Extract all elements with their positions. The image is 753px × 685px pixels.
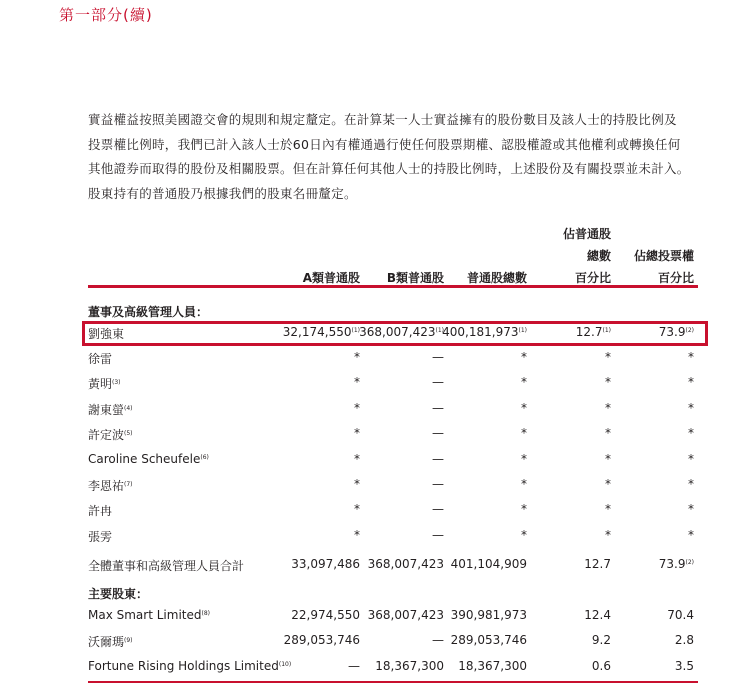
row-name-text: 謝東螢: [88, 403, 125, 417]
class-a-cell: [354, 528, 360, 542]
table-row: [88, 452, 698, 477]
total-cell: [521, 375, 527, 389]
class-a-cell: [354, 477, 360, 491]
total-cell-value: *: [521, 350, 527, 364]
class-b-cell: [368, 557, 444, 571]
total-cell: [521, 477, 527, 491]
pct-vote-cell-value: 73.9: [658, 557, 686, 571]
header-pct-total-line3: 百分比: [574, 271, 611, 285]
class-a-cell-value: *: [354, 375, 360, 389]
class-b-cell-value: 368,007,423: [367, 608, 444, 622]
pct-vote-cell: [688, 375, 694, 389]
row-name: [88, 452, 209, 466]
class-a-cell-value: 32,174,550: [282, 325, 352, 339]
class-a-cell: [354, 426, 360, 440]
total-cell: [521, 426, 527, 440]
header-class-b: B類普通股: [386, 271, 444, 285]
pct-total-cell-value: 12.7: [584, 557, 611, 571]
footnote-ref: (4): [124, 405, 133, 412]
total-cell-value: *: [521, 375, 527, 389]
class-a-cell: [354, 452, 360, 466]
pct-vote-cell-value: *: [688, 528, 694, 542]
pct-total-cell-value: *: [605, 426, 611, 440]
total-cell: [521, 401, 527, 415]
class-b-cell-value: —: [432, 401, 444, 415]
total-cell-value: *: [521, 452, 527, 466]
class-b-cell: [432, 502, 444, 516]
class-a-cell: [354, 502, 360, 516]
intro-paragraph: [88, 108, 708, 206]
pct-total-cell: [605, 350, 611, 364]
class-a-cell-value: *: [354, 401, 360, 415]
class-b-cell-value: —: [432, 452, 444, 466]
class-a-cell-value: *: [354, 350, 360, 364]
row-name-text: 許冉: [88, 504, 113, 518]
pct-total-cell: [584, 608, 611, 622]
row-name-text: 黃明: [88, 377, 113, 391]
row-name-text: Max Smart Limited: [88, 608, 202, 622]
pct-vote-cell-value: *: [688, 502, 694, 516]
row-name: [88, 502, 112, 519]
table-row: [88, 375, 698, 400]
intro-line: 投票權比例時，我們已計入該人士於60日內有權通過行使任何股票期權、認股權證或其他權利或轉換任何: [88, 136, 681, 152]
pct-total-cell-value: *: [605, 401, 611, 415]
row-name: [88, 659, 291, 673]
class-b-cell: [375, 659, 444, 673]
pct-vote-cell: [675, 633, 694, 647]
footnote-ref: (8): [201, 610, 210, 617]
row-name: [88, 350, 112, 367]
intro-line: 其他證券而取得的股份及相關股票。但在計算任何其他人士的持股比例時，上述股份及有關投票並未計入。: [88, 161, 690, 176]
footnote-ref: (9): [124, 637, 133, 644]
class-a-cell-value: 22,974,550: [291, 608, 360, 622]
footnote-ref: (5): [124, 430, 133, 437]
class-a-cell-value: *: [354, 502, 360, 516]
pct-total-cell: [605, 401, 611, 415]
class-a-cell-value: *: [354, 477, 360, 491]
pct-vote-cell-value: *: [688, 375, 694, 389]
table-row: [88, 350, 698, 375]
section-title-directors: 董事及高級管理人員：: [88, 305, 209, 319]
pct-vote-cell: [688, 528, 694, 542]
row-name: [88, 401, 133, 418]
total-cell-value: 390,981,973: [450, 608, 527, 622]
pct-vote-cell: [667, 608, 694, 622]
total-cell-value: *: [521, 528, 527, 542]
total-cell: [521, 350, 527, 364]
total-cell: [521, 452, 527, 466]
footnote-ref: (10): [278, 661, 292, 668]
pct-total-cell: [605, 426, 611, 440]
class-b-cell: [432, 426, 444, 440]
pct-vote-cell: [688, 426, 694, 440]
class-b-cell-value: 18,367,300: [375, 659, 444, 673]
class-b-cell: [432, 528, 444, 542]
row-name-text: 全體董事和高級管理人員合計: [88, 559, 245, 573]
row-name-text: Caroline Scheufele: [88, 452, 201, 466]
total-cell-value: *: [521, 477, 527, 491]
class-b-cell: [368, 608, 444, 622]
footnote-ref: (1): [351, 327, 360, 334]
row-name-text: 張雱: [88, 530, 113, 544]
class-a-cell: [284, 633, 360, 647]
class-a-cell: [291, 557, 360, 571]
footnote-ref: (2): [685, 327, 694, 334]
pct-vote-cell: [659, 557, 694, 571]
footnote-ref: (3): [112, 379, 121, 386]
class-b-cell-value: 368,007,423: [367, 557, 444, 571]
pct-vote-cell-value: *: [688, 350, 694, 364]
intro-line: 股東持有的普通股乃根據我們的股東名冊釐定。: [88, 185, 357, 201]
page-title: 第一部分(續): [59, 6, 153, 24]
pct-vote-cell-value: *: [688, 401, 694, 415]
table-row: [88, 401, 698, 426]
pct-vote-cell-value: 3.5: [674, 659, 694, 673]
row-name: [88, 477, 133, 494]
pct-total-cell-value: 12.7: [575, 325, 603, 339]
footnote-ref: (1): [602, 327, 611, 334]
table-row: [88, 633, 698, 658]
class-a-cell: [354, 375, 360, 389]
footnote-ref: (6): [200, 454, 209, 461]
class-a-cell-value: —: [348, 659, 360, 673]
total-cell: [451, 633, 527, 647]
pct-vote-cell: [688, 477, 694, 491]
table-row: [88, 426, 698, 451]
row-name: [88, 375, 121, 392]
pct-vote-cell: [688, 401, 694, 415]
total-cell-value: *: [521, 502, 527, 516]
class-a-cell-value: *: [354, 426, 360, 440]
row-name-text: 徐雷: [88, 352, 113, 366]
section-title-major: 主要股東：: [88, 587, 149, 601]
class-a-cell-value: 33,097,486: [291, 557, 360, 571]
table-row: [88, 528, 698, 553]
class-b-cell-value: —: [432, 426, 444, 440]
pct-total-cell-value: *: [605, 452, 611, 466]
total-cell: [451, 608, 527, 622]
row-name: [88, 528, 112, 545]
pct-total-cell: [584, 557, 611, 571]
pct-total-cell-value: *: [605, 477, 611, 491]
pct-vote-cell-value: *: [688, 452, 694, 466]
class-b-cell-value: —: [432, 502, 444, 516]
class-a-cell: [291, 608, 360, 622]
class-a-cell: [354, 401, 360, 415]
pct-total-cell-value: 0.6: [591, 659, 611, 673]
pct-vote-cell-value: *: [688, 477, 694, 491]
table-row: [88, 608, 698, 633]
pct-vote-cell-value: 73.9: [658, 325, 686, 339]
footnote-ref: (2): [685, 559, 694, 566]
pct-vote-cell-value: 70.4: [667, 608, 694, 622]
class-a-cell-value: *: [354, 528, 360, 542]
header-pct-total-line2: 總數: [586, 249, 611, 263]
table-row: [88, 557, 698, 582]
footnote-ref: (1): [435, 327, 444, 334]
total-cell-value: 400,181,973: [442, 325, 519, 339]
class-a-cell: [354, 350, 360, 364]
class-b-cell-value: —: [432, 633, 444, 647]
header-pct-vote-line2: 百分比: [657, 271, 694, 285]
class-b-cell-value: —: [432, 375, 444, 389]
row-name-text: 許定波: [88, 428, 125, 442]
total-cell-value: *: [521, 426, 527, 440]
pct-total-cell: [605, 477, 611, 491]
intro-line: 實益權益按照美國證交會的規則和規定釐定。在計算某一人士實益擁有的股份數目及該人士的持股比例及: [88, 112, 677, 127]
pct-total-cell: [605, 375, 611, 389]
table-row: [88, 477, 698, 502]
total-cell-value: 401,104,909: [450, 557, 527, 571]
row-name: [88, 633, 133, 650]
pct-vote-cell: [675, 659, 694, 673]
row-name-text: Fortune Rising Holdings Limited: [88, 659, 279, 673]
row-name-text: 李恩祐: [88, 479, 125, 493]
class-b-cell: [432, 375, 444, 389]
class-b-cell: [432, 401, 444, 415]
total-cell: [521, 528, 527, 542]
header-pct-vote-line1: 佔總投票權: [633, 249, 694, 263]
pct-total-cell-value: *: [605, 375, 611, 389]
row-name-text: 劉強東: [88, 327, 125, 341]
header-divider: [88, 285, 698, 288]
class-b-cell: [432, 477, 444, 491]
header-class-a: A類普通股: [302, 271, 360, 285]
class-a-cell-value: *: [354, 452, 360, 466]
pct-total-cell-value: 9.2: [591, 633, 611, 647]
pct-total-cell: [592, 633, 611, 647]
highlight-box: [82, 321, 708, 346]
pct-vote-cell: [688, 502, 694, 516]
total-cell: [451, 557, 527, 571]
pct-total-cell: [605, 528, 611, 542]
row-name: [88, 426, 133, 443]
pct-total-cell: [605, 452, 611, 466]
pct-total-cell-value: 12.4: [584, 608, 611, 622]
pct-total-cell-value: *: [605, 528, 611, 542]
pct-vote-cell-value: 2.8: [674, 633, 694, 647]
pct-total-cell-value: *: [605, 502, 611, 516]
total-cell-value: 289,053,746: [450, 633, 527, 647]
pct-total-cell-value: *: [605, 350, 611, 364]
pct-vote-cell-value: *: [688, 426, 694, 440]
total-cell-value: *: [521, 401, 527, 415]
pct-vote-cell: [688, 452, 694, 466]
table-row: [88, 502, 698, 527]
class-b-cell: [432, 452, 444, 466]
pct-total-cell: [605, 502, 611, 516]
pct-total-cell: [592, 659, 611, 673]
row-name: [88, 557, 244, 574]
footnote-ref: (1): [518, 327, 527, 334]
row-name-text: 沃爾瑪: [88, 635, 125, 649]
class-b-cell-value: —: [432, 477, 444, 491]
class-b-cell: [432, 350, 444, 364]
table-bottom-rule: [88, 681, 698, 683]
pct-vote-cell: [688, 350, 694, 364]
header-pct-total-line1: 佔普通股: [562, 227, 611, 241]
class-b-cell-value: 368,007,423: [359, 325, 436, 339]
total-cell: [458, 659, 527, 673]
row-name: [88, 608, 210, 622]
class-a-cell: [348, 659, 360, 673]
class-b-cell-value: —: [432, 350, 444, 364]
class-b-cell: [432, 633, 444, 647]
total-cell-value: 18,367,300: [458, 659, 527, 673]
footnote-ref: (7): [124, 481, 133, 488]
header-total: 普通股總數: [466, 271, 527, 285]
class-b-cell-value: —: [432, 528, 444, 542]
class-a-cell-value: 289,053,746: [283, 633, 360, 647]
total-cell: [521, 502, 527, 516]
